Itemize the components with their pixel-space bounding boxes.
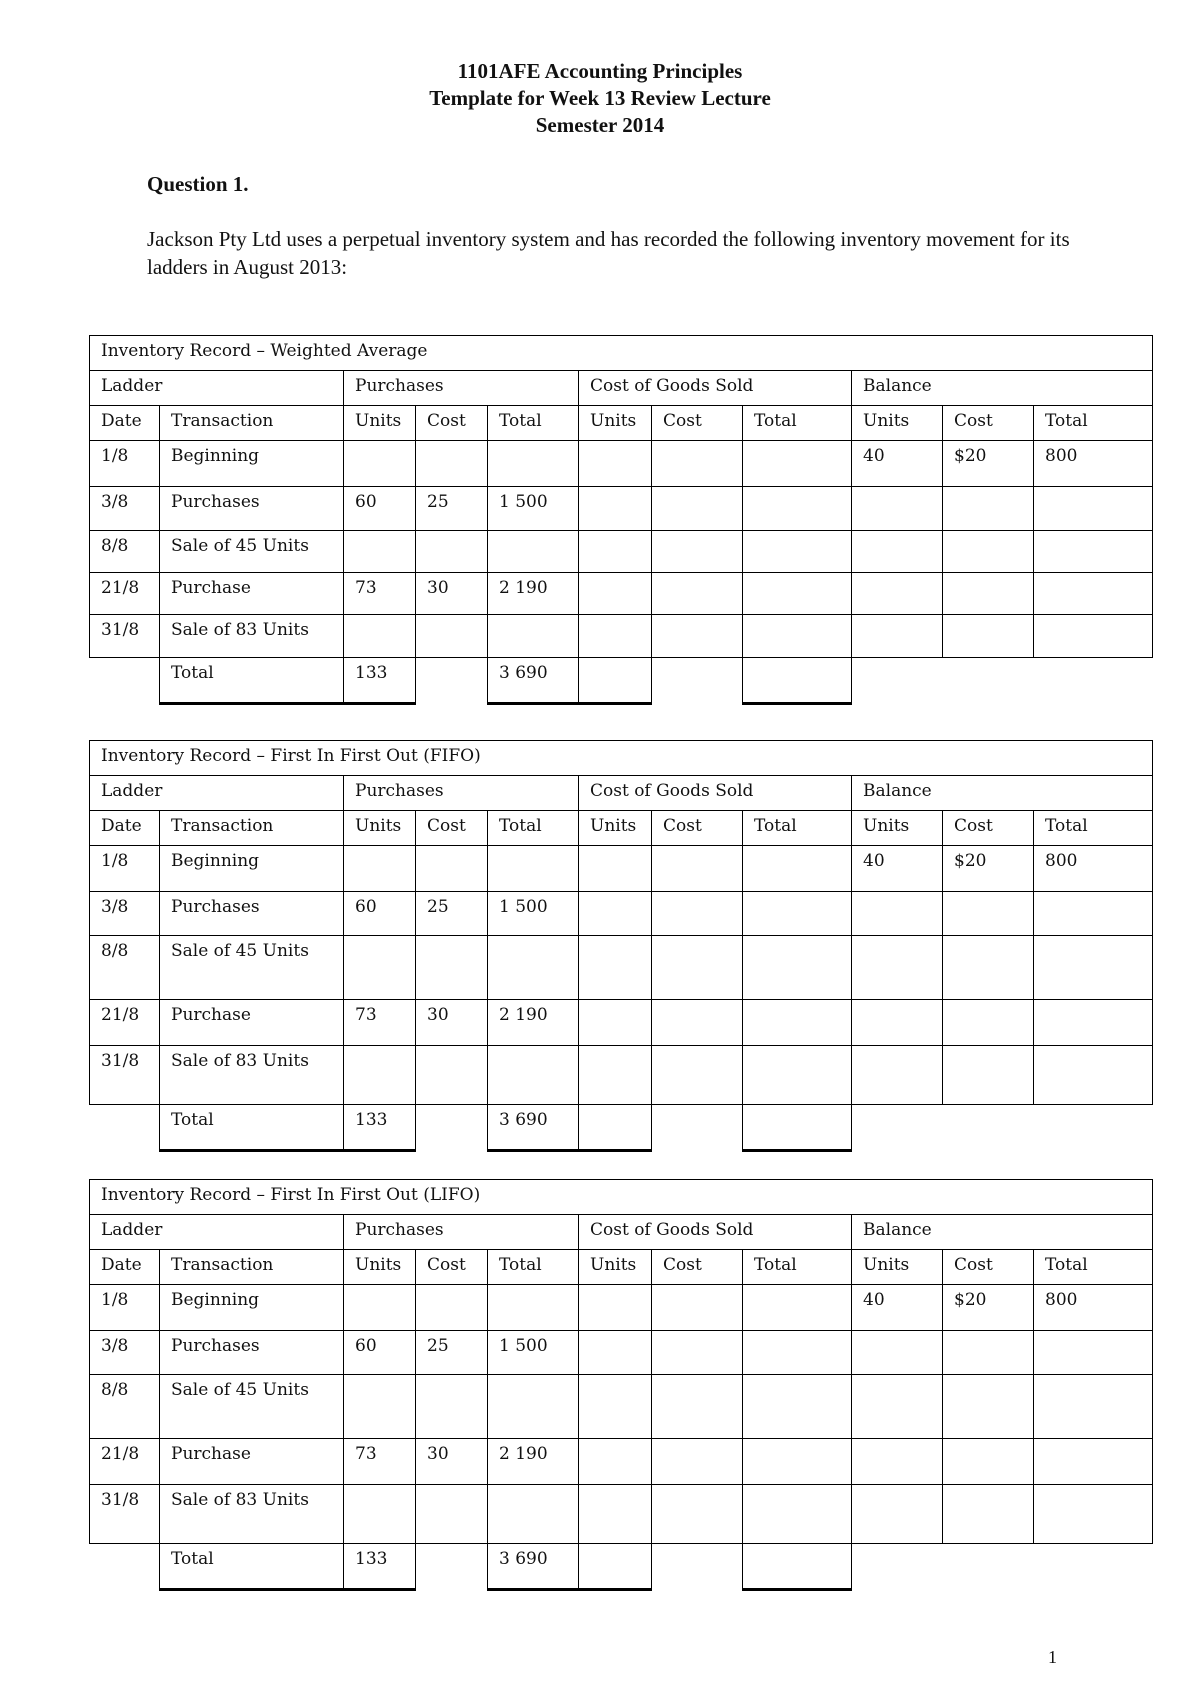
cogs-cost-cell — [652, 1375, 743, 1439]
cogs-cost-cell — [652, 487, 743, 531]
purchase-total-cell: 2 190 — [488, 1000, 579, 1046]
totals-spacer — [90, 1105, 160, 1151]
cogs-total-cell — [743, 573, 852, 615]
table-row — [90, 936, 1153, 1000]
cogs-cost-cell — [652, 531, 743, 573]
balance-total-header: Total — [1034, 811, 1153, 846]
balance-cost-cell — [943, 1375, 1034, 1439]
balance-cost-cell — [943, 531, 1034, 573]
balance-total-cell — [1034, 1485, 1153, 1544]
date-cell: 3/8 — [90, 892, 160, 936]
purchase-units-cell — [344, 1485, 416, 1544]
transaction-cell: Purchases — [160, 487, 344, 531]
purchase-total-cell: 1 500 — [488, 487, 579, 531]
date-cell: 8/8 — [90, 531, 160, 573]
purchase-total-cell — [488, 846, 579, 892]
date-header: Date — [90, 406, 160, 441]
balance-total-cell — [1034, 892, 1153, 936]
date-cell: 31/8 — [90, 615, 160, 658]
date-cell: 31/8 — [90, 1485, 160, 1544]
table-title: Inventory Record – First In First Out (FIFO) — [90, 741, 1153, 776]
purchase-units-cell: 73 — [344, 573, 416, 615]
cogs-cost-cell — [652, 892, 743, 936]
balance-cost-header: Cost — [943, 406, 1034, 441]
column-header-row — [90, 406, 1153, 441]
cogs-cost-cell — [652, 573, 743, 615]
inventory-table — [89, 740, 1153, 1152]
question-title: Question 1. — [147, 172, 249, 196]
balance-cost-cell — [943, 1439, 1034, 1485]
purchase-units-cell — [344, 1046, 416, 1105]
cogs-units-cell — [579, 892, 652, 936]
balance-total-cell — [1034, 1000, 1153, 1046]
purchase-total-cell — [488, 615, 579, 658]
cogs-total-header: Total — [743, 406, 852, 441]
balance-total-cell — [1034, 1439, 1153, 1485]
cogs-total-cell — [743, 1046, 852, 1105]
cogs-units-header: Units — [579, 811, 652, 846]
table-title-row — [90, 1180, 1153, 1215]
cogs-total-cell — [743, 846, 852, 892]
totals-gap — [416, 658, 488, 704]
cogs-units-cell — [579, 441, 652, 487]
balance-cost-cell: $20 — [943, 1285, 1034, 1331]
table-row — [90, 1046, 1153, 1105]
balance-units-cell: 40 — [852, 1285, 943, 1331]
column-header-row — [90, 811, 1153, 846]
cogs-cost-header: Cost — [652, 406, 743, 441]
balance-units-cell — [852, 936, 943, 1000]
purchase-cost-cell — [416, 441, 488, 487]
balance-units-cell — [852, 1375, 943, 1439]
cogs-total-cell — [743, 1439, 852, 1485]
cogs-header: Cost of Goods Sold — [579, 1215, 852, 1250]
cogs-cost-cell — [652, 1285, 743, 1331]
totals-purchase-total: 3 690 — [488, 658, 579, 704]
balance-units-cell: 40 — [852, 441, 943, 487]
cogs-cost-cell — [652, 1331, 743, 1375]
balance-units-header: Units — [852, 1250, 943, 1285]
table-row — [90, 1485, 1153, 1544]
totals-gap — [416, 1105, 488, 1151]
transaction-cell: Sale of 83 Units — [160, 615, 344, 658]
cogs-total-header: Total — [743, 1250, 852, 1285]
totals-purchase-total: 3 690 — [488, 1544, 579, 1590]
purchase-total-cell — [488, 1285, 579, 1331]
column-header-row — [90, 1250, 1153, 1285]
purchases-cost-header: Cost — [416, 406, 488, 441]
purchase-units-cell — [344, 615, 416, 658]
purchase-total-cell — [488, 1046, 579, 1105]
balance-total-cell: 800 — [1034, 441, 1153, 487]
balance-units-cell — [852, 1046, 943, 1105]
date-cell: 1/8 — [90, 441, 160, 487]
purchase-units-cell: 60 — [344, 487, 416, 531]
purchase-cost-cell: 30 — [416, 573, 488, 615]
balance-cost-cell — [943, 573, 1034, 615]
cogs-total-cell — [743, 615, 852, 658]
cogs-units-header: Units — [579, 406, 652, 441]
table-row — [90, 615, 1153, 658]
transaction-cell: Purchase — [160, 1439, 344, 1485]
purchase-units-cell — [344, 1285, 416, 1331]
purchases-header: Purchases — [344, 371, 579, 406]
cogs-total-cell — [743, 1485, 852, 1544]
balance-units-header: Units — [852, 811, 943, 846]
balance-cost-cell — [943, 615, 1034, 658]
purchase-units-cell — [344, 936, 416, 1000]
purchase-total-cell — [488, 441, 579, 487]
balance-units-cell — [852, 1331, 943, 1375]
balance-header: Balance — [852, 1215, 1153, 1250]
cogs-units-cell — [579, 573, 652, 615]
totals-label: Total — [160, 658, 344, 704]
purchase-total-cell: 2 190 — [488, 1439, 579, 1485]
cogs-cost-cell — [652, 936, 743, 1000]
purchase-cost-cell: 25 — [416, 1331, 488, 1375]
purchase-total-cell: 2 190 — [488, 573, 579, 615]
semester-title: Semester 2014 — [535, 113, 665, 137]
balance-total-cell — [1034, 1375, 1153, 1439]
table-title-row — [90, 741, 1153, 776]
totals-tail — [852, 658, 1153, 704]
cogs-header: Cost of Goods Sold — [579, 776, 852, 811]
balance-cost-cell — [943, 936, 1034, 1000]
ladder-header: Ladder — [90, 1215, 344, 1250]
totals-purchase-units: 133 — [344, 1544, 416, 1590]
purchase-units-cell — [344, 531, 416, 573]
transaction-cell: Purchases — [160, 1331, 344, 1375]
cogs-total-cell — [743, 1285, 852, 1331]
totals-spacer — [90, 658, 160, 704]
purchase-total-cell — [488, 1485, 579, 1544]
purchases-cost-header: Cost — [416, 1250, 488, 1285]
balance-cost-cell — [943, 1485, 1034, 1544]
cogs-total-cell — [743, 936, 852, 1000]
inventory-table — [89, 1179, 1153, 1591]
totals-gap — [652, 1105, 743, 1151]
cogs-total-cell — [743, 1375, 852, 1439]
balance-units-cell — [852, 615, 943, 658]
balance-cost-cell — [943, 487, 1034, 531]
totals-purchase-units: 133 — [344, 658, 416, 704]
totals-tail — [852, 1105, 1153, 1151]
transaction-header: Transaction — [160, 811, 344, 846]
purchase-total-cell — [488, 531, 579, 573]
purchase-units-cell: 60 — [344, 892, 416, 936]
purchase-cost-cell: 30 — [416, 1000, 488, 1046]
totals-label: Total — [160, 1105, 344, 1151]
table-row — [90, 573, 1153, 615]
balance-total-cell — [1034, 531, 1153, 573]
balance-total-cell — [1034, 487, 1153, 531]
cogs-units-cell — [579, 1485, 652, 1544]
table-title-row — [90, 336, 1153, 371]
purchase-cost-cell — [416, 1046, 488, 1105]
cogs-total-cell — [743, 892, 852, 936]
balance-cost-cell: $20 — [943, 441, 1034, 487]
transaction-cell: Sale of 83 Units — [160, 1485, 344, 1544]
document-header — [0, 58, 1200, 139]
cogs-units-cell — [579, 1439, 652, 1485]
balance-total-cell — [1034, 573, 1153, 615]
balance-cost-cell — [943, 1000, 1034, 1046]
cogs-units-cell — [579, 1000, 652, 1046]
balance-cost-header: Cost — [943, 1250, 1034, 1285]
cogs-cost-cell — [652, 1046, 743, 1105]
cogs-units-cell — [579, 1285, 652, 1331]
purchases-total-header: Total — [488, 406, 579, 441]
totals-gap — [652, 1544, 743, 1590]
totals-row — [90, 1544, 1153, 1590]
date-cell: 1/8 — [90, 846, 160, 892]
balance-cost-header: Cost — [943, 811, 1034, 846]
purchases-cost-header: Cost — [416, 811, 488, 846]
totals-purchase-units: 133 — [344, 1105, 416, 1151]
page-number: 1 — [1048, 1647, 1057, 1667]
date-header: Date — [90, 811, 160, 846]
ladder-header: Ladder — [90, 776, 344, 811]
balance-cost-cell — [943, 1331, 1034, 1375]
table-row — [90, 441, 1153, 487]
date-cell: 21/8 — [90, 1000, 160, 1046]
balance-units-cell — [852, 573, 943, 615]
balance-cost-cell — [943, 892, 1034, 936]
transaction-cell: Purchase — [160, 573, 344, 615]
balance-total-header: Total — [1034, 406, 1153, 441]
balance-units-cell: 40 — [852, 846, 943, 892]
course-title: 1101AFE Accounting Principles — [457, 59, 743, 83]
balance-units-cell — [852, 531, 943, 573]
transaction-cell: Beginning — [160, 1285, 344, 1331]
cogs-total-header: Total — [743, 811, 852, 846]
balance-header: Balance — [852, 371, 1153, 406]
date-cell: 8/8 — [90, 936, 160, 1000]
balance-units-cell — [852, 892, 943, 936]
purchase-cost-cell — [416, 531, 488, 573]
purchases-units-header: Units — [344, 1250, 416, 1285]
date-cell: 8/8 — [90, 1375, 160, 1439]
cogs-total-cell — [743, 1331, 852, 1375]
cogs-units-cell — [579, 1375, 652, 1439]
table-row — [90, 892, 1153, 936]
question-text: Jackson Pty Ltd uses a perpetual inventory system and has recorded the following inventory movement for its ladders in August 2013: — [147, 227, 1070, 279]
totals-cogs-total — [743, 1105, 852, 1151]
purchase-units-cell: 73 — [344, 1000, 416, 1046]
purchase-cost-cell — [416, 1485, 488, 1544]
table-row — [90, 487, 1153, 531]
cogs-units-cell — [579, 1331, 652, 1375]
date-cell: 21/8 — [90, 1439, 160, 1485]
purchase-units-cell: 60 — [344, 1331, 416, 1375]
transaction-cell: Sale of 83 Units — [160, 1046, 344, 1105]
date-cell: 3/8 — [90, 487, 160, 531]
cogs-units-cell — [579, 846, 652, 892]
balance-units-cell — [852, 1439, 943, 1485]
balance-total-cell — [1034, 1331, 1153, 1375]
inventory-table — [89, 335, 1153, 705]
totals-cogs-units — [579, 658, 652, 704]
table-row — [90, 1000, 1153, 1046]
purchases-total-header: Total — [488, 1250, 579, 1285]
cogs-header: Cost of Goods Sold — [579, 371, 852, 406]
totals-spacer — [90, 1544, 160, 1590]
purchase-cost-cell — [416, 615, 488, 658]
cogs-cost-cell — [652, 1000, 743, 1046]
purchase-cost-cell: 25 — [416, 487, 488, 531]
totals-row — [90, 1105, 1153, 1151]
table-row — [90, 1375, 1153, 1439]
totals-cogs-total — [743, 658, 852, 704]
transaction-cell: Purchase — [160, 1000, 344, 1046]
totals-cogs-total — [743, 1544, 852, 1590]
purchase-cost-cell — [416, 846, 488, 892]
date-cell: 3/8 — [90, 1331, 160, 1375]
totals-gap — [416, 1544, 488, 1590]
balance-total-cell — [1034, 1046, 1153, 1105]
purchase-units-cell — [344, 1375, 416, 1439]
purchases-units-header: Units — [344, 811, 416, 846]
cogs-units-cell — [579, 487, 652, 531]
group-header-row — [90, 776, 1153, 811]
purchases-total-header: Total — [488, 811, 579, 846]
cogs-total-cell — [743, 487, 852, 531]
purchases-header: Purchases — [344, 1215, 579, 1250]
transaction-cell: Purchases — [160, 892, 344, 936]
cogs-units-cell — [579, 531, 652, 573]
purchase-cost-cell: 30 — [416, 1439, 488, 1485]
purchase-total-cell: 1 500 — [488, 892, 579, 936]
cogs-units-header: Units — [579, 1250, 652, 1285]
table-row — [90, 1285, 1153, 1331]
date-cell: 31/8 — [90, 1046, 160, 1105]
cogs-units-cell — [579, 936, 652, 1000]
cogs-cost-header: Cost — [652, 811, 743, 846]
transaction-cell: Sale of 45 Units — [160, 936, 344, 1000]
purchase-units-cell: 73 — [344, 1439, 416, 1485]
totals-label: Total — [160, 1544, 344, 1590]
balance-units-cell — [852, 1000, 943, 1046]
cogs-cost-cell — [652, 441, 743, 487]
cogs-cost-cell — [652, 1439, 743, 1485]
table-title: Inventory Record – Weighted Average — [90, 336, 1153, 371]
balance-total-cell — [1034, 936, 1153, 1000]
ladder-header: Ladder — [90, 371, 344, 406]
transaction-header: Transaction — [160, 1250, 344, 1285]
purchase-units-cell — [344, 846, 416, 892]
balance-total-cell: 800 — [1034, 1285, 1153, 1331]
date-cell: 21/8 — [90, 573, 160, 615]
cogs-cost-cell — [652, 1485, 743, 1544]
balance-cost-cell — [943, 1046, 1034, 1105]
cogs-units-cell — [579, 1046, 652, 1105]
table-row — [90, 531, 1153, 573]
purchase-cost-cell — [416, 1375, 488, 1439]
purchase-cost-cell — [416, 936, 488, 1000]
cogs-units-cell — [579, 615, 652, 658]
cogs-total-cell — [743, 531, 852, 573]
purchase-cost-cell — [416, 1285, 488, 1331]
totals-cogs-units — [579, 1105, 652, 1151]
group-header-row — [90, 1215, 1153, 1250]
date-header: Date — [90, 1250, 160, 1285]
cogs-cost-header: Cost — [652, 1250, 743, 1285]
purchase-total-cell — [488, 936, 579, 1000]
transaction-cell: Sale of 45 Units — [160, 1375, 344, 1439]
purchase-units-cell — [344, 441, 416, 487]
cogs-total-cell — [743, 441, 852, 487]
table-row — [90, 846, 1153, 892]
purchase-total-cell — [488, 1375, 579, 1439]
totals-tail — [852, 1544, 1153, 1590]
purchases-units-header: Units — [344, 406, 416, 441]
totals-purchase-total: 3 690 — [488, 1105, 579, 1151]
transaction-header: Transaction — [160, 406, 344, 441]
date-cell: 1/8 — [90, 1285, 160, 1331]
balance-total-cell — [1034, 615, 1153, 658]
cogs-cost-cell — [652, 846, 743, 892]
cogs-cost-cell — [652, 615, 743, 658]
table-row — [90, 1439, 1153, 1485]
lecture-title: Template for Week 13 Review Lecture — [429, 86, 771, 110]
totals-row — [90, 658, 1153, 704]
totals-gap — [652, 658, 743, 704]
totals-cogs-units — [579, 1544, 652, 1590]
transaction-cell: Beginning — [160, 846, 344, 892]
transaction-cell: Sale of 45 Units — [160, 531, 344, 573]
balance-total-cell: 800 — [1034, 846, 1153, 892]
balance-units-cell — [852, 487, 943, 531]
transaction-cell: Beginning — [160, 441, 344, 487]
group-header-row — [90, 371, 1153, 406]
balance-total-header: Total — [1034, 1250, 1153, 1285]
table-title: Inventory Record – First In First Out (LIFO) — [90, 1180, 1153, 1215]
purchase-cost-cell: 25 — [416, 892, 488, 936]
balance-units-cell — [852, 1485, 943, 1544]
purchases-header: Purchases — [344, 776, 579, 811]
balance-cost-cell: $20 — [943, 846, 1034, 892]
table-row — [90, 1331, 1153, 1375]
cogs-total-cell — [743, 1000, 852, 1046]
balance-units-header: Units — [852, 406, 943, 441]
balance-header: Balance — [852, 776, 1153, 811]
purchase-total-cell: 1 500 — [488, 1331, 579, 1375]
